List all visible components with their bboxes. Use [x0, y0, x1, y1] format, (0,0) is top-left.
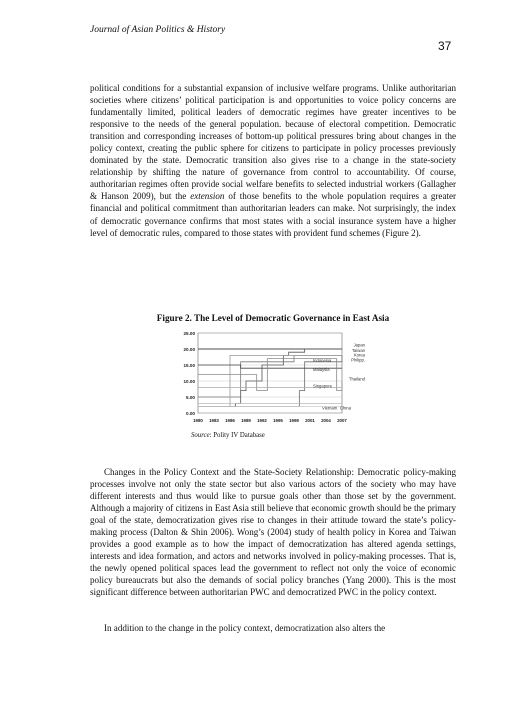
series-label-taiwan: Taiwan	[351, 347, 365, 353]
series-label-singapore: Singapore	[313, 383, 333, 389]
y-tick-label-3: 15.00	[183, 363, 195, 368]
p1-text-a: political conditions for a substantial expansion of inclusive welfare programs. Unlike authoritarian societies where citizens’ political participation is and opportunities to voice policy concerns are fundamentally limited, political leaders of democratic regimes have greater incentives to be responsive to the needs of the general population. because of electoral competition. Democratic transition and corresponding increases of bottom-up political pressures bring about changes in the policy context, creating the public sphere for citizens to participate in policy processes previously dominated by the state. Democratic transition also gives rise to a change in the state-society relationship by shifting the nature of governance from control to accountability. Of course, authoritarian regimes often provide social welfare benefits to selected industrial workers (Gallagher & Hanson 2009), but the	[90, 83, 456, 202]
x-tick-label-4: 1992	[257, 418, 267, 423]
x-tick-label-5: 1995	[273, 418, 283, 423]
y-tick-label-4: 20.00	[183, 347, 195, 352]
series-label-malaysia: Malaysia	[313, 366, 330, 372]
series-label-china: China	[340, 405, 351, 411]
y-tick-label-0: 0.00	[186, 411, 195, 416]
figure-caption: Figure 2. The Level of Democratic Governance in East Asia	[156, 313, 390, 323]
democratic-governance-chart	[170, 327, 370, 432]
source-text: : Polity IV Database	[209, 432, 265, 439]
x-tick-label-7: 2001	[305, 418, 315, 423]
journal-title: Journal of Asian Politics & History	[90, 25, 226, 35]
y-tick-label-1: 5.00	[186, 395, 195, 400]
series-label-indonesia: Indonesia	[313, 358, 332, 364]
x-tick-label-3: 1989	[241, 418, 251, 423]
y-tick-label-5: 25.00	[183, 331, 195, 336]
paragraph-1	[90, 82, 456, 314]
series-label-thailand: Thailand	[348, 376, 365, 382]
paragraph-3: In addition to the change in the policy context, democratization also alters the	[104, 623, 386, 633]
series-label-philipp: Philipp.	[351, 357, 365, 363]
x-tick-label-0: 1980	[193, 418, 203, 423]
x-tick-label-6: 1998	[289, 418, 299, 423]
series-label-korea: Korea	[353, 352, 365, 358]
x-tick-label-1: 1983	[209, 418, 219, 423]
plot-area	[198, 333, 342, 413]
figure-source	[191, 432, 265, 439]
page-number: 37	[438, 39, 452, 53]
y-tick-label-2: 10.00	[183, 379, 195, 384]
source-label: Source	[191, 432, 210, 439]
p1-text-b: of those benefits to the whole population requires a greater financial and political commitment than authoritarian leaders can make. Not surprisingly, the index of democratic governance confirms that most states with a social insurance system have a higher level of democratic rules, compared to those states with provident fund schemes (Figure 2).	[90, 191, 457, 238]
series-label-vietnam: Vietnam	[322, 405, 338, 411]
paragraph-2: Changes in the Policy Context and the State-Society Relationship: Democratic policy-making processes involve not only the state sector but also various actors of the society who may have different interests and thus would like to pursue goals other than those set by the government. Although a majority of citizens in East Asia still believe that economic growth should be the primary goal of the state, democratization gives rise to changes in their attitude toward the state’s policy-making process (Dalton & Shin 2006). Wong’s (2004) study of health policy in Korea and Taiwan provides a good example as to how the impact of democratization has altered agenda settings, interests and idea formation, and actors and networks involved in policy-making processes. That is, the newly opened political spaces lead the government to reflect not only the voice of economic policy bureaucrats but also the demands of social policy branches (Yang 2000). This is the most significant difference between authoritarian PWC and democratized PWC in the policy context.	[90, 467, 456, 598]
x-tick-label-9: 2007	[337, 418, 347, 423]
x-tick-label-8: 2004	[321, 418, 331, 423]
series-label-japan: Japan	[353, 342, 365, 348]
p1-emphasis: extension	[190, 191, 225, 202]
x-tick-label-2: 1986	[225, 418, 235, 423]
